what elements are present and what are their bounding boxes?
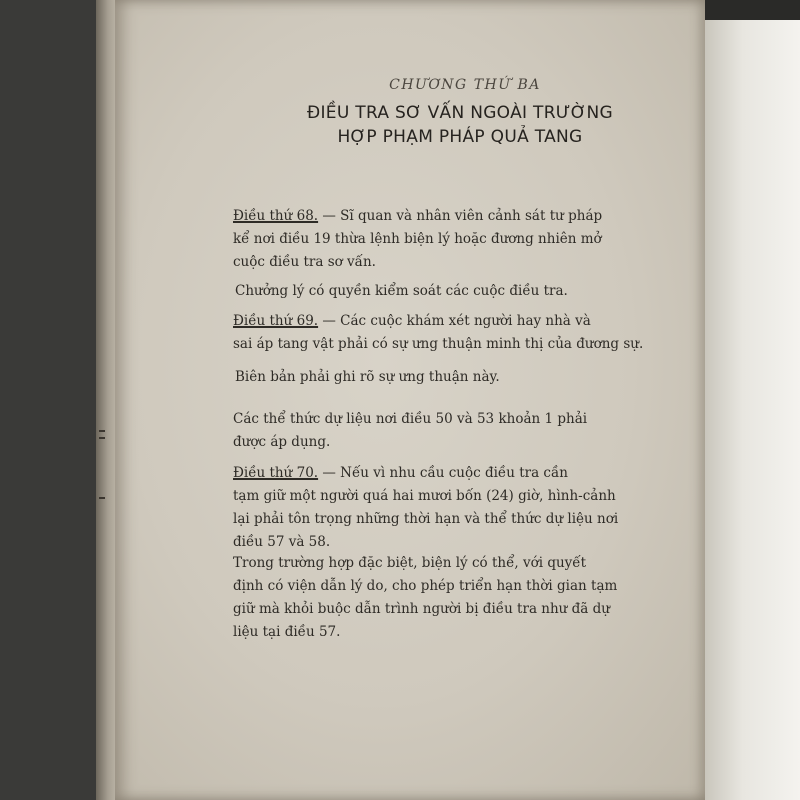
text-line-part: — Nếu vì nhu cầu cuộc điều tra cần [322,465,568,481]
text-line: Biên bản phải ghi rõ sự ưng thuận này. [235,369,500,385]
text-line: lại phải tôn trọng những thời hạn và thể thức dự liệu nơi [233,511,619,527]
article-68-label: Điều thứ 68. [233,208,319,224]
book-page [115,0,705,800]
special-case-paragraph [233,552,723,644]
text-line-part: — Các cuộc khám xét người hay nhà và [322,313,591,329]
text-line [233,205,723,228]
article-68-paragraph [233,205,723,274]
text-line: Trong trường hợp đặc biệt, biện lý có thể, với quyết [233,555,587,571]
article-69-label: Điều thứ 69. [233,313,319,329]
text-line: Các thể thức dự liệu nơi điều 50 và 53 khoản 1 phải [233,411,588,427]
chapter-heading: CHƯƠNG THỨ BA [389,77,541,93]
text-line: cuộc điều tra sơ vấn. [233,254,376,270]
supervision-paragraph [233,280,725,303]
record-paragraph [233,366,725,389]
formalities-paragraph [233,408,723,454]
text-line-part: — Sĩ quan và nhân viên cảnh sát tư pháp [322,208,603,224]
article-69-paragraph [233,310,723,356]
text-line: điều 57 và 58. [233,534,331,550]
text-line [233,462,723,485]
chapter-title-line-2: HỢP PHẠM PHÁP QUẢ TANG [337,127,583,147]
text-line: Chưởng lý có quyền kiểm soát các cuộc điều tra. [235,283,568,299]
text-line: sai áp tang vật phải có sự ưng thuận minh thị của đương sự. [233,336,644,352]
background-top-right [690,0,800,20]
article-70-paragraph [233,462,723,554]
text-line: tạm giữ một người quá hai mươi bốn (24) giờ, hình-cảnh [233,488,616,504]
text-line: giữ mà khỏi buộc dẫn trình người bị điều tra như đã dự [233,601,610,617]
text-line: liệu tại điều 57. [233,624,341,640]
chapter-title-line-1: ĐIỀU TRA SƠ VẤN NGOÀI TRƯỜNG [306,103,614,123]
text-line: kể nơi điều 19 thừa lệnh biện lý hoặc đương nhiên mở [233,231,602,247]
background-right [705,0,800,800]
article-70-label: Điều thứ 70. [233,465,319,481]
text-line [233,310,723,333]
text-line: định có viện dẫn lý do, cho phép triển hạn thời gian tạm [233,578,618,594]
text-line: được áp dụng. [233,434,331,450]
